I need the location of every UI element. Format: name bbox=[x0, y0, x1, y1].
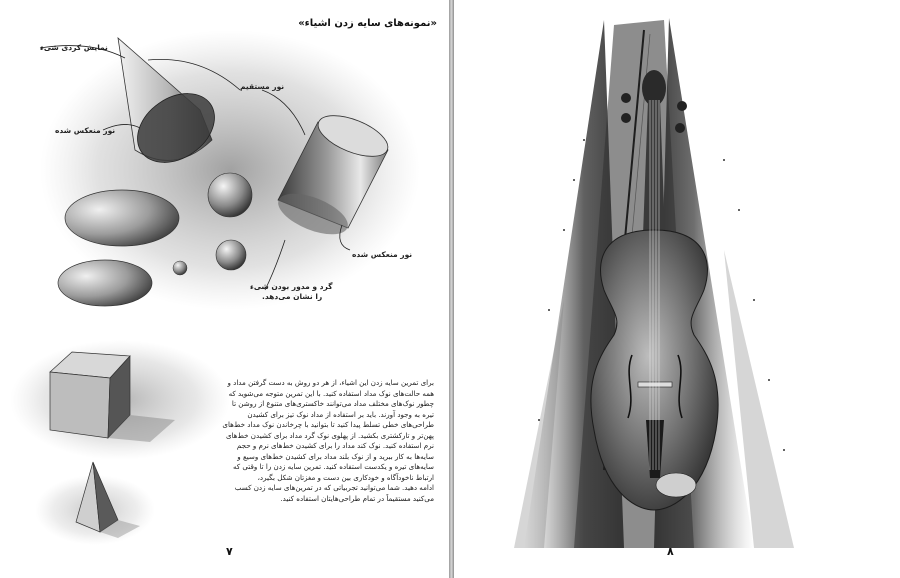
left-page bbox=[0, 0, 449, 578]
label-roundness-cont: را نشان می‌دهد. bbox=[262, 292, 323, 301]
sphere-small bbox=[173, 261, 187, 275]
page-title: «نمونه‌های سایه زدن اشیاء» bbox=[298, 18, 437, 29]
body-line: می‌کنید مستقیماً در تمام طراحی‌هایتان استفاده کنید. bbox=[280, 494, 434, 504]
label-reflected-light-left: نور منعکس شده bbox=[55, 126, 116, 135]
body-line: ارتباط ناخودآگاه و خودکاری بین دست و مغزتان شکل بگیرد، bbox=[257, 472, 434, 482]
body-line: طراحی‌های خطی تسلط پیدا کنید تا بتوانید با چرخاندن نوک مداد خط‌های bbox=[222, 420, 434, 430]
body-line: برای تمرین سایه زدن این اشیاء، از هر دو روش به دست گرفتن مداد و bbox=[227, 378, 434, 387]
egg-shape-2 bbox=[58, 260, 152, 306]
page-number-right: ۸ bbox=[667, 545, 674, 558]
body-paragraph bbox=[212, 378, 434, 505]
sphere-large bbox=[208, 173, 252, 217]
body-line: ادامه دهید. شما می‌توانید تجربیاتی که در تمرین‌های سایه زدن کسب bbox=[234, 483, 434, 493]
body-line: همه حالت‌های نوک مداد استفاده کنید. با این تمرین متوجه می‌شوید که bbox=[228, 388, 434, 398]
sphere-medium bbox=[216, 240, 246, 270]
label-direct-light: نور مستقیم bbox=[240, 82, 285, 91]
body-line: سایه‌های تیره و یکدست استفاده کنید. تمرین سایه زدن را تا وقتی که bbox=[232, 462, 434, 472]
page-number-left: ۷ bbox=[226, 545, 233, 558]
body-line: پهن‌تر و تارکشتری بکشید. از پهلوی نوک گرد مداد برای کشیدن خط‌های bbox=[225, 430, 434, 440]
body-line: نرم استفاده کنید. نوک کند مداد را برای کشیدن خط‌های نرم و حجم bbox=[236, 441, 434, 451]
label-object-form: نمایش کردی شیء bbox=[40, 43, 108, 52]
body-line: سایه‌ها به کار ببرید و از نوک بلند مداد برای کشیدن خط‌های وسیع و bbox=[237, 451, 434, 461]
label-reflected-light-right: نور منعکس شده bbox=[352, 250, 413, 259]
egg-shape-1 bbox=[65, 190, 179, 246]
body-line: چطور نوک‌های مختلف مداد می‌توانند خاکستری‌های متنوع از روشن تا bbox=[231, 399, 434, 409]
body-line: تیره به وجود آورند. باید بر استفاده از مداد نوک تیز برای کشیدن bbox=[247, 409, 434, 419]
right-page bbox=[454, 0, 900, 578]
label-roundness: گرد و مدور بودن شیء bbox=[250, 282, 333, 291]
violin-illustration bbox=[454, 0, 900, 578]
